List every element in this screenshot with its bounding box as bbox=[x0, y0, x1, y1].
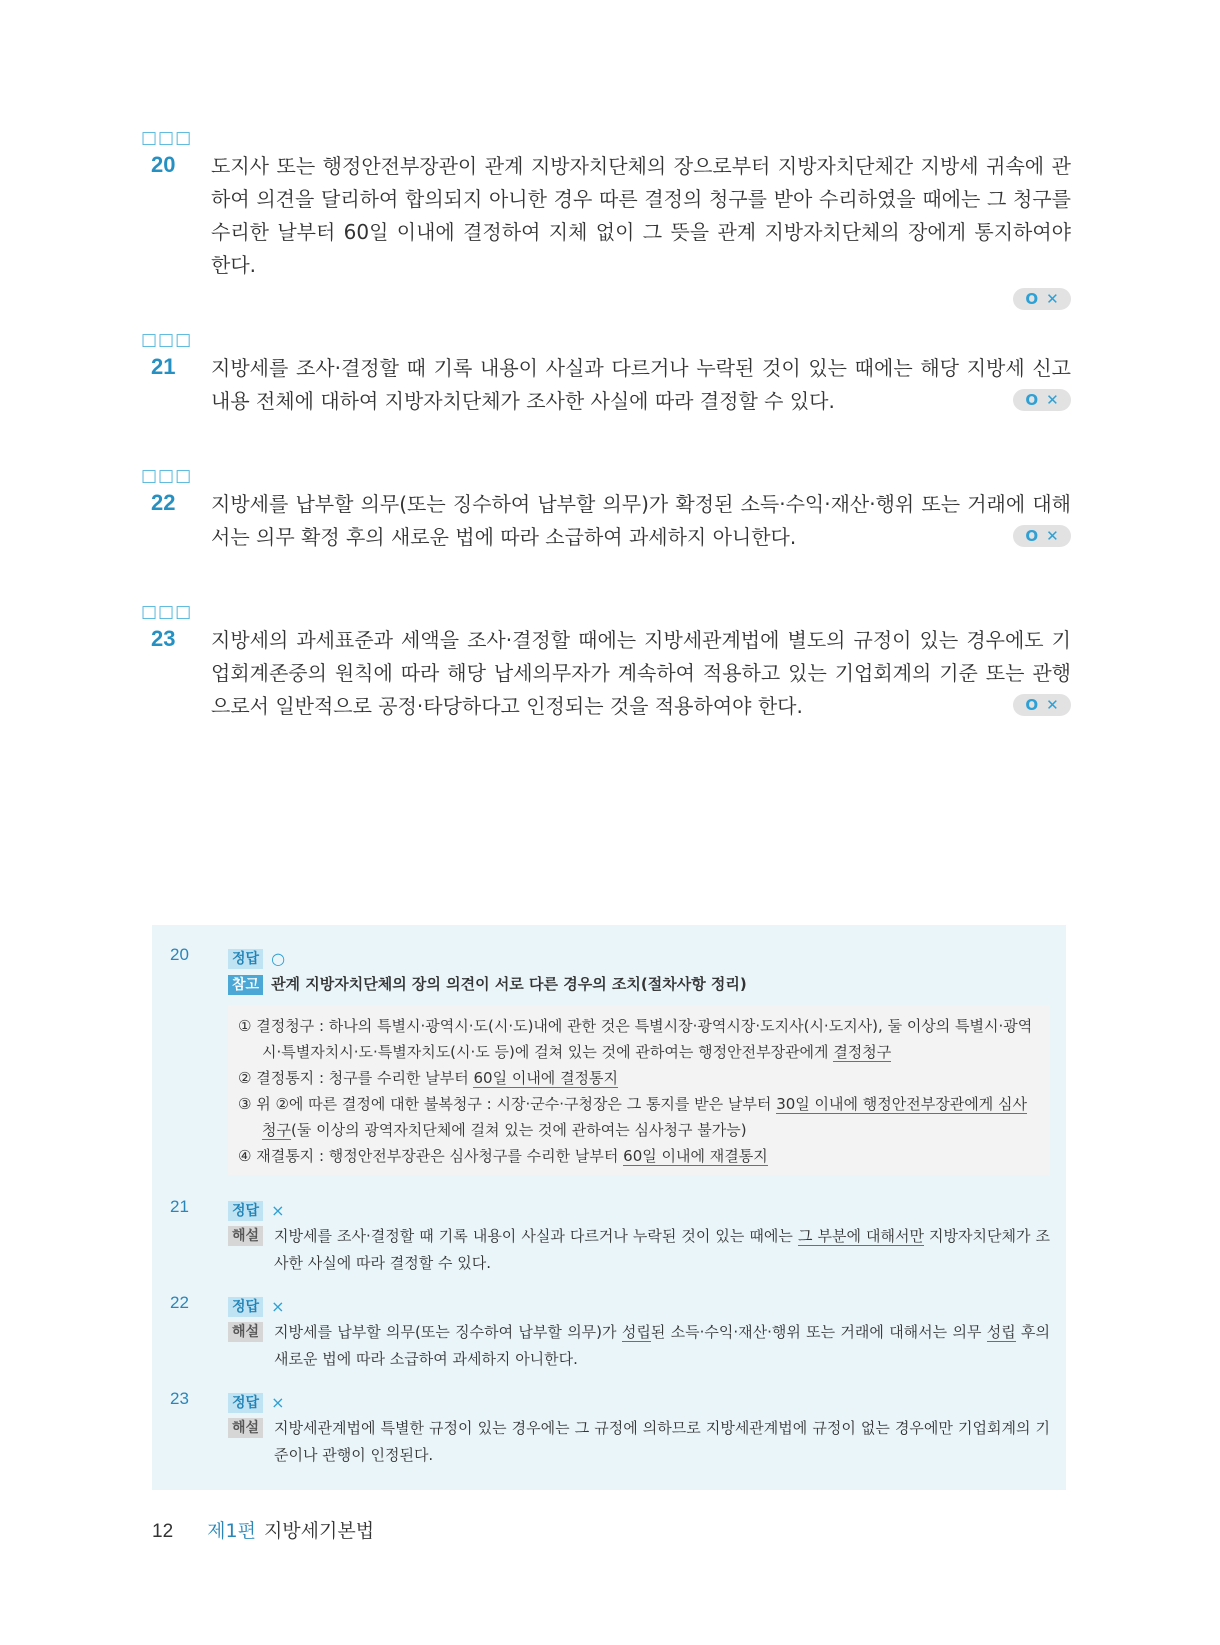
answer-number: 22 bbox=[170, 1293, 189, 1312]
reference-row bbox=[228, 971, 1050, 997]
reference-item-3 bbox=[238, 1091, 1040, 1143]
answer-panel bbox=[152, 925, 1066, 1490]
ox-row bbox=[141, 282, 1071, 312]
ox-toggle[interactable] bbox=[1013, 525, 1071, 547]
chapter-title: 지방세기본법 bbox=[263, 1520, 375, 1542]
text: ② 결정통지 : 청구를 수리한 날부터 bbox=[238, 1069, 474, 1087]
explanation-label: 해설 bbox=[228, 1226, 263, 1246]
text: 된 소득·수익·재산·행위 또는 거래에 대해서는 의무 bbox=[650, 1323, 987, 1341]
reference-item-1 bbox=[238, 1013, 1040, 1065]
explanation bbox=[228, 1415, 1050, 1469]
text: ③ 위 ②에 따른 결정에 대한 불복청구 : 시장·군수·구청장은 그 통지를 받은 날부터 bbox=[238, 1095, 777, 1113]
answer-20 bbox=[170, 945, 1050, 1175]
question-20 bbox=[141, 128, 1071, 312]
reference-box bbox=[228, 1005, 1050, 1175]
page-number: 12 bbox=[152, 1521, 174, 1542]
explanation-label: 해설 bbox=[228, 1322, 263, 1342]
underlined-text: 60일 이내에 결정통지 bbox=[473, 1069, 619, 1087]
question-text-wrap bbox=[211, 488, 1071, 554]
part-label: 제1편 bbox=[207, 1520, 256, 1542]
underlined-text: 그 부분에 대해서만 bbox=[797, 1227, 924, 1245]
review-checkboxes[interactable]: □□□ bbox=[141, 330, 193, 350]
text: 지방세를 납부할 의무(또는 징수하여 납부할 의무)가 bbox=[274, 1323, 622, 1341]
answer-label: 정답 bbox=[228, 1393, 263, 1413]
text: 후의 새로운 법에 따라 소급하여 과세하지 아니한다. bbox=[274, 1323, 1051, 1368]
question-22 bbox=[141, 466, 1071, 554]
question-text-wrap bbox=[211, 624, 1071, 723]
text: 지방세를 조사·결정할 때 기록 내용이 사실과 다르거나 누락된 것이 있는 때에는 bbox=[274, 1227, 798, 1245]
answer-23 bbox=[170, 1389, 1050, 1469]
text: 지방자치단체가 조사한 사실에 따라 결정할 수 있다. bbox=[274, 1227, 1050, 1272]
explanation bbox=[228, 1319, 1050, 1373]
answer-row bbox=[228, 1197, 1050, 1223]
review-checkboxes[interactable]: □□□ bbox=[141, 128, 193, 148]
o-option[interactable]: O bbox=[1025, 390, 1039, 409]
answer-number: 21 bbox=[170, 1197, 189, 1216]
reference-label: 참고 bbox=[228, 975, 263, 995]
x-option[interactable]: ✕ bbox=[1046, 695, 1059, 714]
text: ① 결정청구 : 하나의 특별시·광역시·도(시·도)내에 관한 것은 특별시장·광역시장·도지사(시·도지사), 둘 이상의 특별시·광역시·특별자치시·도·특별자치도(시·도 등)에 걸쳐 있는 것에 관하여는 행정안전부장관에게 bbox=[238, 1017, 1033, 1061]
answer-21 bbox=[170, 1197, 1050, 1277]
underlined-text: 30일 이내에 행정안전부장관에게 심사청구 bbox=[262, 1095, 1027, 1139]
answer-number: 23 bbox=[170, 1389, 189, 1408]
underlined-text: 성립 bbox=[986, 1323, 1016, 1341]
page-footer bbox=[152, 1516, 374, 1543]
answer-label: 정답 bbox=[228, 1201, 263, 1221]
underlined-text: 성립 bbox=[621, 1323, 651, 1341]
question-number: 22 bbox=[151, 490, 176, 515]
x-option[interactable]: ✕ bbox=[1046, 390, 1059, 409]
answer-label: 정답 bbox=[228, 1297, 263, 1317]
review-checkboxes[interactable]: □□□ bbox=[141, 466, 193, 486]
explanation-text bbox=[274, 1319, 1050, 1373]
explanation-text bbox=[274, 1223, 1050, 1277]
question-number: 20 bbox=[151, 152, 176, 177]
underlined-text: 결정청구 bbox=[833, 1043, 892, 1061]
question-text: 도지사 또는 행정안전부장관이 관계 지방자치단체의 장으로부터 지방자치단체간 지방세 귀속에 관하여 의견을 달리하여 합의되지 아니한 경우 따른 결정의 청구를 받아 수리하였을 때에는 그 청구를 수리한 날부터 60일 이내에 결정하여 지체 없이 그 뜻을 관계 지방자치단체의 장에게 통지하여야 한다. bbox=[211, 154, 1071, 277]
x-option[interactable]: ✕ bbox=[1046, 290, 1059, 308]
answer-mark: × bbox=[271, 1296, 285, 1316]
answer-number: 20 bbox=[170, 945, 189, 964]
o-option[interactable]: O bbox=[1025, 526, 1039, 545]
explanation-label: 해설 bbox=[228, 1418, 263, 1438]
question-text: 지방세를 조사·결정할 때 기록 내용이 사실과 다르거나 누락된 것이 있는 때에는 해당 지방세 신고내용 전체에 대하여 지방자치단체가 조사한 사실에 따라 결정할 수 있다. bbox=[211, 356, 1071, 413]
text: (둘 이상의 광역자치단체에 걸쳐 있는 것에 관하여는 심사청구 불가능) bbox=[290, 1121, 747, 1139]
ox-toggle[interactable] bbox=[1013, 288, 1071, 310]
o-option[interactable]: O bbox=[1025, 695, 1039, 714]
answer-row bbox=[228, 1389, 1050, 1415]
question-text-wrap bbox=[211, 352, 1071, 418]
explanation bbox=[228, 1223, 1050, 1277]
ox-toggle[interactable] bbox=[1013, 389, 1071, 411]
answer-22 bbox=[170, 1293, 1050, 1373]
explanation-text: 지방세관계법에 특별한 규정이 있는 경우에는 그 규정에 의하므로 지방세관계법에 규정이 없는 경우에만 기업회계의 기준이나 관행이 인정된다. bbox=[274, 1419, 1050, 1464]
question-21 bbox=[141, 330, 1071, 418]
answer-row bbox=[228, 945, 1050, 971]
answer-mark: ○ bbox=[271, 948, 286, 968]
reference-title: 관계 지방자치단체의 장의 의견이 서로 다른 경우의 조치(절차사항 정리) bbox=[271, 975, 747, 993]
question-23 bbox=[141, 602, 1071, 723]
ox-toggle[interactable] bbox=[1013, 694, 1071, 716]
question-number: 23 bbox=[151, 626, 176, 651]
answer-mark: × bbox=[271, 1200, 285, 1220]
reference-item-2 bbox=[238, 1065, 1040, 1091]
question-text: 지방세를 납부할 의무(또는 징수하여 납부할 의무)가 확정된 소득·수익·재산·행위 또는 거래에 대해서는 의무 확정 후의 새로운 법에 따라 소급하여 과세하지 아니한다. bbox=[211, 492, 1071, 549]
text: ④ 재결통지 : 행정안전부장관은 심사청구를 수리한 날부터 bbox=[238, 1147, 624, 1165]
reference-item-4 bbox=[238, 1143, 1040, 1169]
o-option[interactable]: O bbox=[1025, 290, 1039, 308]
question-text: 지방세의 과세표준과 세액을 조사·결정할 때에는 지방세관계법에 별도의 규정이 있는 경우에도 기업회계존중의 원칙에 따라 해당 납세의무자가 계속하여 적용하고 있는 기업회계의 기준 또는 관행으로서 일반적으로 공정·타당하다고 인정되는 것을 적용하여야 한다. bbox=[211, 628, 1071, 718]
underlined-text: 60일 이내에 재결통지 bbox=[623, 1147, 768, 1165]
answer-label: 정답 bbox=[228, 949, 263, 969]
question-number: 21 bbox=[151, 354, 176, 379]
x-option[interactable]: ✕ bbox=[1046, 526, 1059, 545]
answer-mark: × bbox=[271, 1392, 285, 1412]
review-checkboxes[interactable]: □□□ bbox=[141, 602, 193, 622]
answer-row bbox=[228, 1293, 1050, 1319]
